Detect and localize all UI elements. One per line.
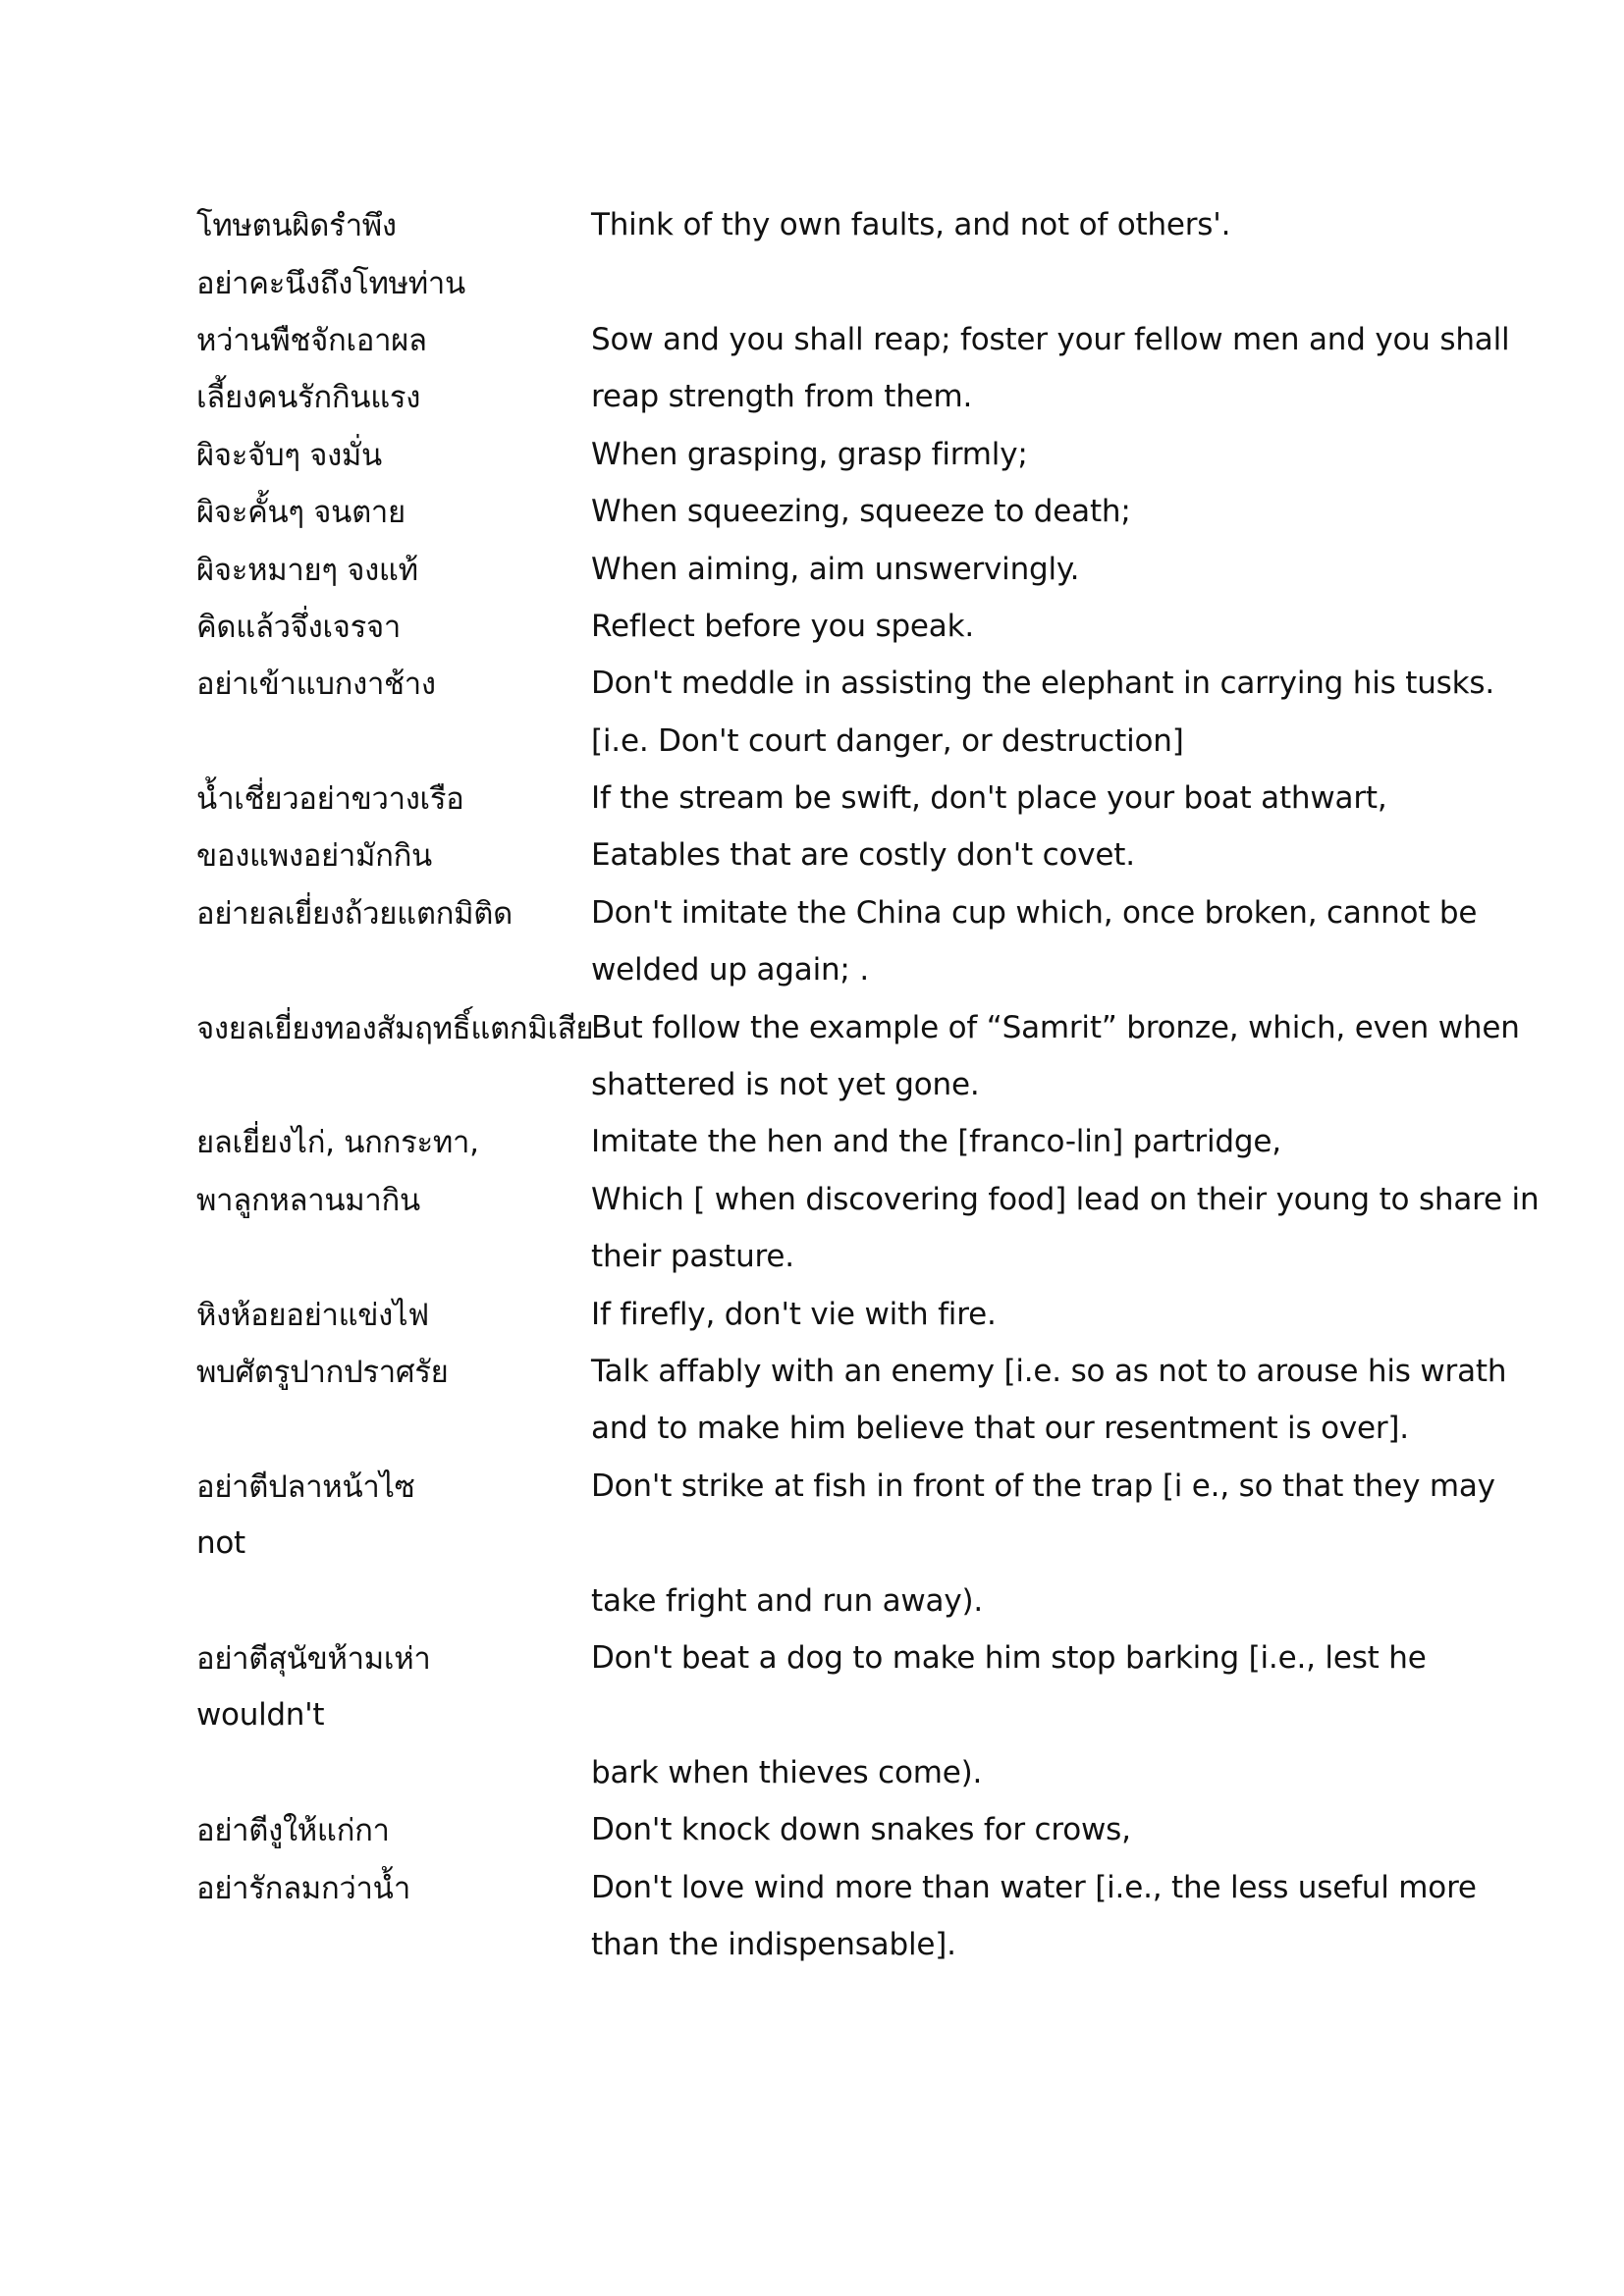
english-translation: Talk affably with an enemy [i.e. so as not to arouse his wrath xyxy=(591,1354,1507,1389)
english-translation: Don't knock down snakes for crows, xyxy=(591,1812,1131,1848)
thai-text: อย่ายลเยี่ยงถ้วยแตกมิติด xyxy=(196,895,513,932)
thai-text: wouldn't xyxy=(196,1697,325,1734)
english-translation: than the indispensable]. xyxy=(591,1926,956,1962)
proverb-row xyxy=(196,368,1473,425)
thai-text: ผิจะคั้นๆ จนตาย xyxy=(196,495,406,531)
proverb-row xyxy=(196,1629,1473,1686)
english-translation: Eatables that are costly don't covet. xyxy=(591,837,1135,874)
proverb-row xyxy=(196,598,1473,655)
thai-text: พบศัตรูปากปราศรัย xyxy=(196,1355,449,1390)
proverb-row xyxy=(196,196,1473,253)
thai-text: อย่ารักลมกว่าน้ำ xyxy=(196,1870,410,1906)
thai-text: อย่าตีสุนัขห้ามเห่า xyxy=(196,1640,431,1677)
thai-text: อย่าคะนึงถึงโทษท่าน xyxy=(196,265,465,301)
proverb-row xyxy=(196,1285,1473,1342)
thai-text: พาลูกหลานมากิน xyxy=(196,1182,420,1218)
english-translation: Imitate the hen and the [franco-lin] partridge, xyxy=(591,1124,1281,1160)
thai-text: เลี้ยงคนรักกินแรง xyxy=(196,380,421,416)
proverb-list xyxy=(196,196,1540,1973)
english-translation: Don't beat a dog to make him stop barking [i.e., lest he xyxy=(591,1639,1427,1676)
proverb-row xyxy=(196,1858,1477,1915)
thai-text: ผิจะหมายๆ จงแท้ xyxy=(196,552,418,588)
proverb-row xyxy=(196,713,1473,770)
proverb-row xyxy=(196,1744,1473,1801)
proverb-row xyxy=(196,426,1473,483)
thai-text: คิดแล้วจึ่งเจรจา xyxy=(196,609,401,645)
proverb-row xyxy=(196,770,1473,827)
proverb-row xyxy=(196,998,1520,1055)
thai-text: not xyxy=(196,1525,245,1562)
english-translation: take fright and run away). xyxy=(591,1582,984,1619)
english-translation: When aiming, aim unswervingly. xyxy=(591,551,1080,587)
english-translation: Don't strike at fish in front of the trap [i e., so that they may xyxy=(591,1468,1495,1504)
thai-text: โทษตนผิดรำพึง xyxy=(196,208,397,244)
proverb-row xyxy=(196,253,1473,310)
proverb-row xyxy=(196,483,1473,540)
thai-text: น้ำเชี่ยวอย่าขวางเรือ xyxy=(196,781,464,818)
english-translation: If the stream be swift, don't place your boat athwart, xyxy=(591,780,1387,817)
english-translation: Sow and you shall reap; foster your fellow men and you shall xyxy=(591,321,1510,357)
english-translation: When grasping, grasp firmly; xyxy=(591,436,1028,472)
thai-text: หว่านพืชจักเอาผล xyxy=(196,322,427,358)
proverb-row xyxy=(196,655,1494,712)
proverb-row xyxy=(196,1343,1507,1400)
proverb-row xyxy=(196,1400,1473,1457)
proverb-row xyxy=(196,540,1473,597)
english-translation: Think of thy own faults, and not of others'. xyxy=(591,207,1231,243)
proverb-row xyxy=(196,1515,1473,1572)
english-translation: Don't meddle in assisting the elephant in carrying his tusks. xyxy=(591,666,1494,702)
thai-text: จงยลเยี่ยงทองสัมฤทธิ์แตกมิเสีย xyxy=(196,1010,594,1046)
proverb-row xyxy=(196,1801,1473,1858)
thai-text: หิงห้อยอย่าแข่งไฟ xyxy=(196,1297,429,1333)
english-translation: welded up again; . xyxy=(591,952,869,988)
proverb-row xyxy=(196,311,1510,368)
proverb-row xyxy=(196,1686,1473,1743)
proverb-row xyxy=(196,1458,1495,1515)
proverb-row xyxy=(196,1572,1473,1629)
thai-text: ของแพงอย่ามักกิน xyxy=(196,838,432,875)
english-translation: reap strength from them. xyxy=(591,379,973,415)
thai-text: ผิจะจับๆ จงมั่น xyxy=(196,437,382,473)
proverb-row xyxy=(196,1916,1473,1973)
proverb-row xyxy=(196,1113,1473,1170)
proverb-row xyxy=(196,941,1473,998)
proverb-row xyxy=(196,884,1478,941)
english-translation: [i.e. Don't court danger, or destruction] xyxy=(591,722,1184,759)
proverb-row xyxy=(196,1171,1540,1228)
english-translation: their pasture. xyxy=(591,1239,794,1275)
english-translation: bark when thieves come). xyxy=(591,1754,983,1790)
thai-text: อย่าตีงูให้แก่กา xyxy=(196,1813,390,1849)
thai-text: ยลเยี่ยงไก่, นกกระทา, xyxy=(196,1125,479,1161)
english-translation: But follow the example of “Samrit” bronze, which, even when xyxy=(591,1009,1520,1045)
english-translation: When squeezing, squeeze to death; xyxy=(591,494,1131,530)
english-translation: Don't love wind more than water [i.e., the less useful more xyxy=(591,1869,1477,1905)
english-translation: shattered is not yet gone. xyxy=(591,1067,980,1103)
english-translation: Don't imitate the China cup which, once broken, cannot be xyxy=(591,894,1478,931)
english-translation: Reflect before you speak. xyxy=(591,608,975,644)
proverb-row xyxy=(196,827,1473,883)
proverb-row xyxy=(196,1228,1473,1285)
thai-text: อย่าเข้าแบกงาช้าง xyxy=(196,667,436,703)
english-translation: and to make him believe that our resentment is over]. xyxy=(591,1411,1409,1447)
proverb-row xyxy=(196,1056,1473,1113)
english-translation: If firefly, don't vie with fire. xyxy=(591,1296,997,1332)
english-translation: Which [ when discovering food] lead on their young to share in xyxy=(591,1181,1540,1217)
thai-text: อย่าตีปลาหน้าไซ xyxy=(196,1468,415,1505)
